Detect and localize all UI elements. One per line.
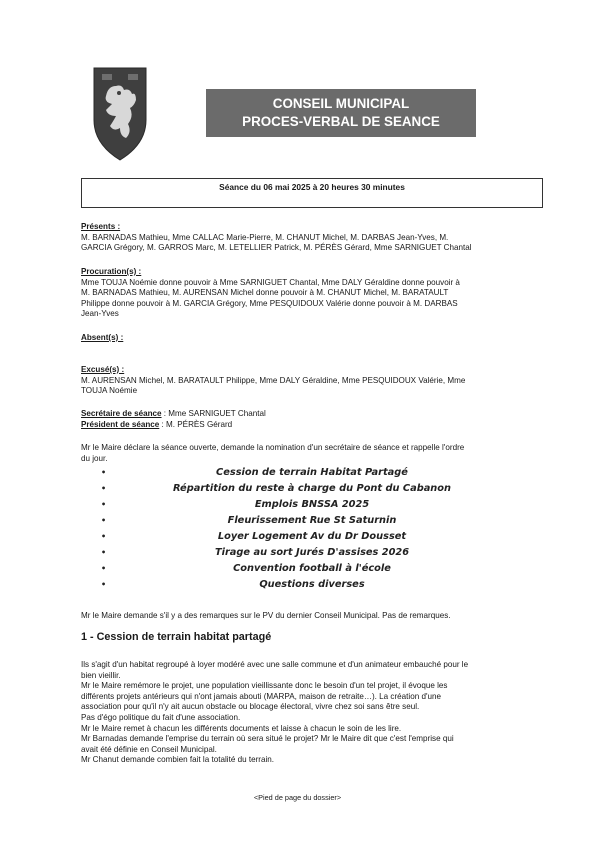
bullet-icon: • <box>101 580 107 589</box>
section-1-line: bien vieillir. <box>81 670 121 680</box>
section-1-line: différents projets antérieurs qui n'ont jamais abouti (MARPA, maison de retraite…). La création d'une <box>81 691 441 701</box>
excuses-line-2: TOUJA Noémie <box>81 386 138 396</box>
agenda-item-label: Cession de terrain Habitat Partagé <box>216 467 408 478</box>
president-value: : M. PÉRÈS Gérard <box>159 419 233 429</box>
agenda-item-label: Loyer Logement Av du Dr Dousset <box>217 531 407 542</box>
agenda-item <box>81 497 543 513</box>
bullet-icon: • <box>101 564 107 573</box>
remarks-paragraph <box>81 611 543 622</box>
presents-label: Présents : <box>81 222 121 231</box>
agenda-item-label: Emplois BNSSA 2025 <box>254 499 370 510</box>
title-line-2: PROCES-VERBAL DE SEANCE <box>242 114 440 129</box>
secretaire-value: : Mme SARNIGUET Chantal <box>161 409 266 418</box>
absents-label: Absent(s) : <box>81 333 124 342</box>
bullet-icon: • <box>101 532 107 541</box>
bullet-icon: • <box>101 484 107 493</box>
procurations-line-2: M. BARNADAS Mathieu, M. AURENSAN Michel donne pouvoir à M. CHANUT Michel, M. BARATAULT <box>81 288 449 298</box>
absents-section <box>81 333 543 344</box>
secretaire-line <box>81 409 543 420</box>
section-1-line: avait été définie en Conseil Municipal. <box>81 744 217 754</box>
opening-line-1: Mr le Maire déclare la séance ouverte, demande la nomination d'un secrétaire de séance et rappelle l'ordre <box>81 443 465 452</box>
agenda-list <box>81 465 543 593</box>
section-1-body <box>81 660 543 766</box>
procurations-section <box>81 267 543 320</box>
section-1-line: association pour qu'il n'y ait aucun obstacle ou blocage électoral, vivre chez soi sans être seul. <box>81 702 420 712</box>
agenda-item-label: Questions diverses <box>259 579 365 590</box>
excuses-section <box>81 365 543 397</box>
agenda-item-label: Convention football à l'école <box>233 563 391 574</box>
secretaire-label: Secrétaire de séance <box>81 409 162 418</box>
section-1-line: Mr le Maire remémore le projet, une population vieillissante donc le besoin d'un tel projet, il évoque les <box>81 681 448 691</box>
bullet-icon: • <box>101 468 107 477</box>
bullet-icon: • <box>101 516 107 525</box>
agenda-item <box>81 465 543 481</box>
session-date: Séance du 06 mai 2025 à 20 heures 30 minutes <box>219 182 405 192</box>
section-1-line: Ils s'agit d'un habitat regroupé à loyer modéré avec une salle commune et d'un animateur embauché pour le <box>81 660 469 669</box>
agenda-item <box>81 481 543 497</box>
page-footer: <Pied de page du dossier> <box>253 793 342 802</box>
section-1-line: Mr Chanut demande combien fait la totalité du terrain. <box>81 755 275 765</box>
excuses-label: Excusé(s) : <box>81 365 125 374</box>
document-title-box <box>206 89 476 137</box>
agenda-item <box>81 545 543 561</box>
bullet-icon: • <box>101 548 107 557</box>
officers-section <box>81 409 543 430</box>
agenda-item-label: Fleurissement Rue St Saturnin <box>227 515 397 526</box>
opening-line-2: du jour. <box>81 453 108 463</box>
section-1-line: Pas d'égo politique du fait d'une association. <box>81 712 241 722</box>
lion-coat-of-arms-icon <box>86 66 154 162</box>
agenda-item <box>81 529 543 545</box>
remarks-text: Mr le Maire demande s'il y a des remarques sur le PV du dernier Conseil Municipal. Pas de remarques. <box>81 611 451 620</box>
agenda-item <box>81 561 543 577</box>
procurations-label: Procuration(s) : <box>81 267 142 276</box>
president-line <box>81 420 543 431</box>
session-date-box <box>81 178 543 208</box>
bullet-icon: • <box>101 500 107 509</box>
president-label: Président de séance <box>81 419 160 429</box>
opening-paragraph <box>81 443 543 464</box>
procurations-line-1: Mme TOUJA Noémie donne pouvoir à Mme SARNIGUET Chantal, Mme DALY Géraldine donne pouvoir à <box>81 277 460 287</box>
presents-line-1: M. BARNADAS Mathieu, Mme CALLAC Marie-Pierre, M. CHANUT Michel, M. DARBAS Jean-Yves, M. <box>81 232 449 242</box>
presents-line-2: GARCIA Grégory, M. GARROS Marc, M. LETELLIER Patrick, M. PÉRÈS Gérard, Mme SARNIGUET Chantal <box>81 243 472 253</box>
section-1-line: Mr Barnadas demande l'emprise du terrain où sera situé le projet? Mr le Maire dit que c'est l'emprise qui <box>81 734 454 744</box>
procurations-line-4: Jean-Yves <box>81 309 119 319</box>
procurations-line-3: Philippe donne pouvoir à M. GARCIA Grégory, Mme PESQUIDOUX Valérie donne pouvoir à M. DARBAS <box>81 298 458 308</box>
agenda-item <box>81 577 543 593</box>
excuses-line-1: M. AURENSAN Michel, M. BARATAULT Philippe, Mme DALY Géraldine, Mme PESQUIDOUX Valérie, Mme <box>81 375 466 385</box>
title-line-1: CONSEIL MUNICIPAL <box>272 96 410 111</box>
presents-section <box>81 222 543 254</box>
section-1-line: Mr le Maire remet à chacun les différents documents et laisse à chacun le soin de les lire. <box>81 723 402 733</box>
agenda-item <box>81 513 543 529</box>
agenda-item-label: Tirage au sort Jurés D'assises 2026 <box>214 547 410 558</box>
section-1-heading: 1 - Cession de terrain habitat partagé <box>81 631 272 643</box>
agenda-item-label: Répartition du reste à charge du Pont du Cabanon <box>173 483 451 494</box>
